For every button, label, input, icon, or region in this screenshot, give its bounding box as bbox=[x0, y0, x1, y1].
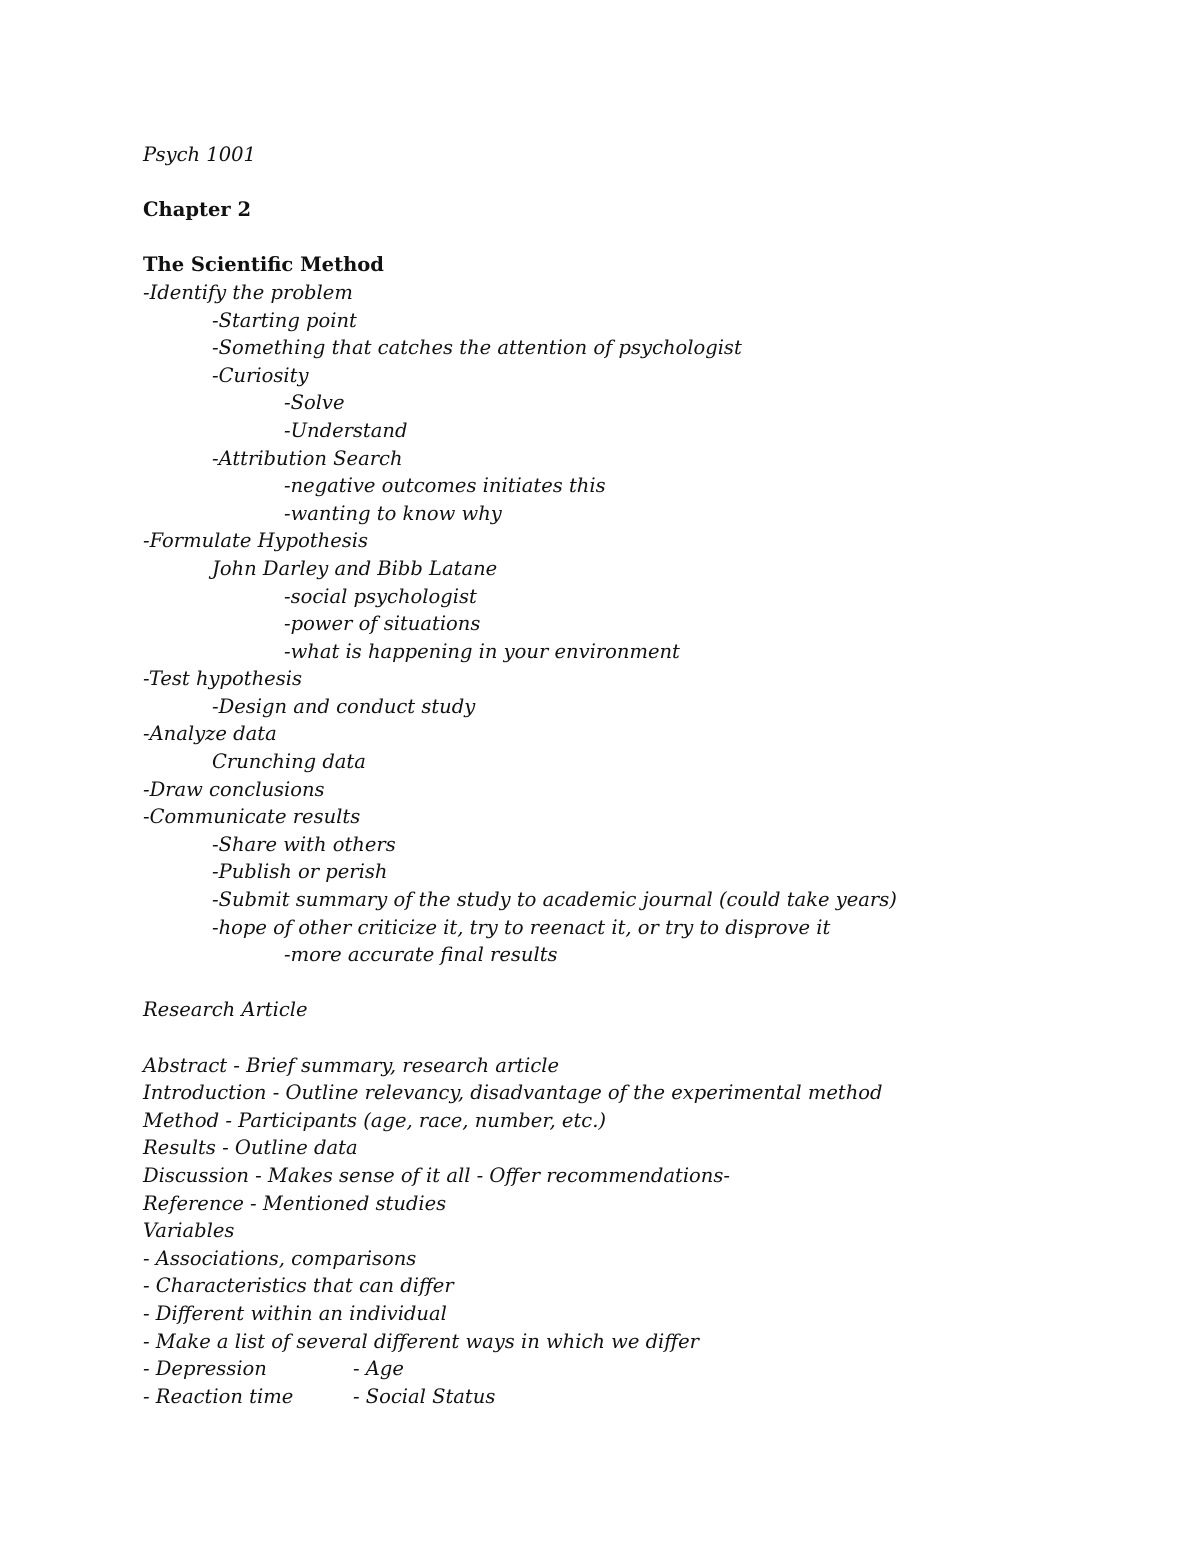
outline-item: -hope of other criticize it, try to reenact it, or try to disprove it bbox=[212, 915, 831, 939]
spacer bbox=[143, 969, 1143, 997]
variable-left: - Depression bbox=[143, 1357, 267, 1381]
variable-pair-row bbox=[143, 1383, 1143, 1411]
spacer bbox=[143, 224, 1143, 252]
outline-item: -Analyze data bbox=[143, 722, 277, 746]
outline-item: John Darley and Bibb Latane bbox=[212, 556, 498, 580]
variable-right: - Age bbox=[353, 1357, 404, 1381]
research-item: Method - Participants (age, race, number, etc.) bbox=[143, 1108, 607, 1132]
section-heading: The Scientific Method bbox=[143, 253, 384, 277]
outline-item: -Draw conclusions bbox=[143, 777, 325, 801]
research-item: Discussion - Makes sense of it all - Offer recommendations- bbox=[143, 1163, 730, 1187]
research-heading: Research Article bbox=[143, 998, 308, 1022]
outline-item: -Curiosity bbox=[212, 363, 309, 387]
variables-item: - Make a list of several different ways in which we differ bbox=[143, 1329, 699, 1353]
chapter-heading: Chapter 2 bbox=[143, 198, 252, 222]
research-item: Abstract - Brief summary, research article bbox=[143, 1053, 560, 1077]
variables-item: - Associations, comparisons bbox=[143, 1246, 417, 1270]
research-item: Introduction - Outline relevancy, disadvantage of the experimental method bbox=[143, 1081, 883, 1105]
outline-item: -Attribution Search bbox=[212, 446, 403, 470]
research-item: Results - Outline data bbox=[143, 1136, 358, 1160]
outline-item: -Formulate Hypothesis bbox=[143, 529, 369, 553]
variable-right: - Social Status bbox=[353, 1384, 496, 1408]
outline-item: -Design and conduct study bbox=[212, 694, 476, 718]
variables-item: - Different within an individual bbox=[143, 1301, 447, 1325]
outline-item: -Communicate results bbox=[143, 805, 361, 829]
outline-item: -Share with others bbox=[212, 832, 396, 856]
research-item: Reference - Mentioned studies bbox=[143, 1191, 447, 1215]
outline-item: -Something that catches the attention of psychologist bbox=[212, 336, 742, 360]
document-body bbox=[143, 141, 1143, 1410]
spacer bbox=[143, 1024, 1143, 1052]
outline-item: -negative outcomes initiates this bbox=[284, 474, 606, 498]
outline-item: -what is happening in your environment bbox=[284, 639, 680, 663]
spacer bbox=[143, 169, 1143, 197]
outline-item: -Understand bbox=[284, 418, 408, 442]
variable-pair-row bbox=[143, 1355, 1143, 1383]
variables-item: - Characteristics that can differ bbox=[143, 1274, 454, 1298]
outline-item: -Solve bbox=[284, 391, 345, 415]
outline-item: -Publish or perish bbox=[212, 860, 388, 884]
outline-item: -wanting to know why bbox=[284, 501, 502, 525]
outline-item: -Test hypothesis bbox=[143, 667, 302, 691]
outline-item: -Starting point bbox=[212, 308, 357, 332]
outline-item: -Identify the problem bbox=[143, 280, 353, 304]
outline-item: -power of situations bbox=[284, 612, 481, 636]
variables-heading: Variables bbox=[143, 1219, 235, 1243]
variable-left: - Reaction time bbox=[143, 1384, 294, 1408]
outline-item: Crunching data bbox=[212, 750, 366, 774]
course-title: Psych 1001 bbox=[143, 143, 256, 166]
outline-item: -more accurate final results bbox=[284, 943, 558, 967]
outline-item: -social psychologist bbox=[284, 584, 477, 608]
outline-item: -Submit summary of the study to academic journal (could take years) bbox=[212, 888, 897, 912]
